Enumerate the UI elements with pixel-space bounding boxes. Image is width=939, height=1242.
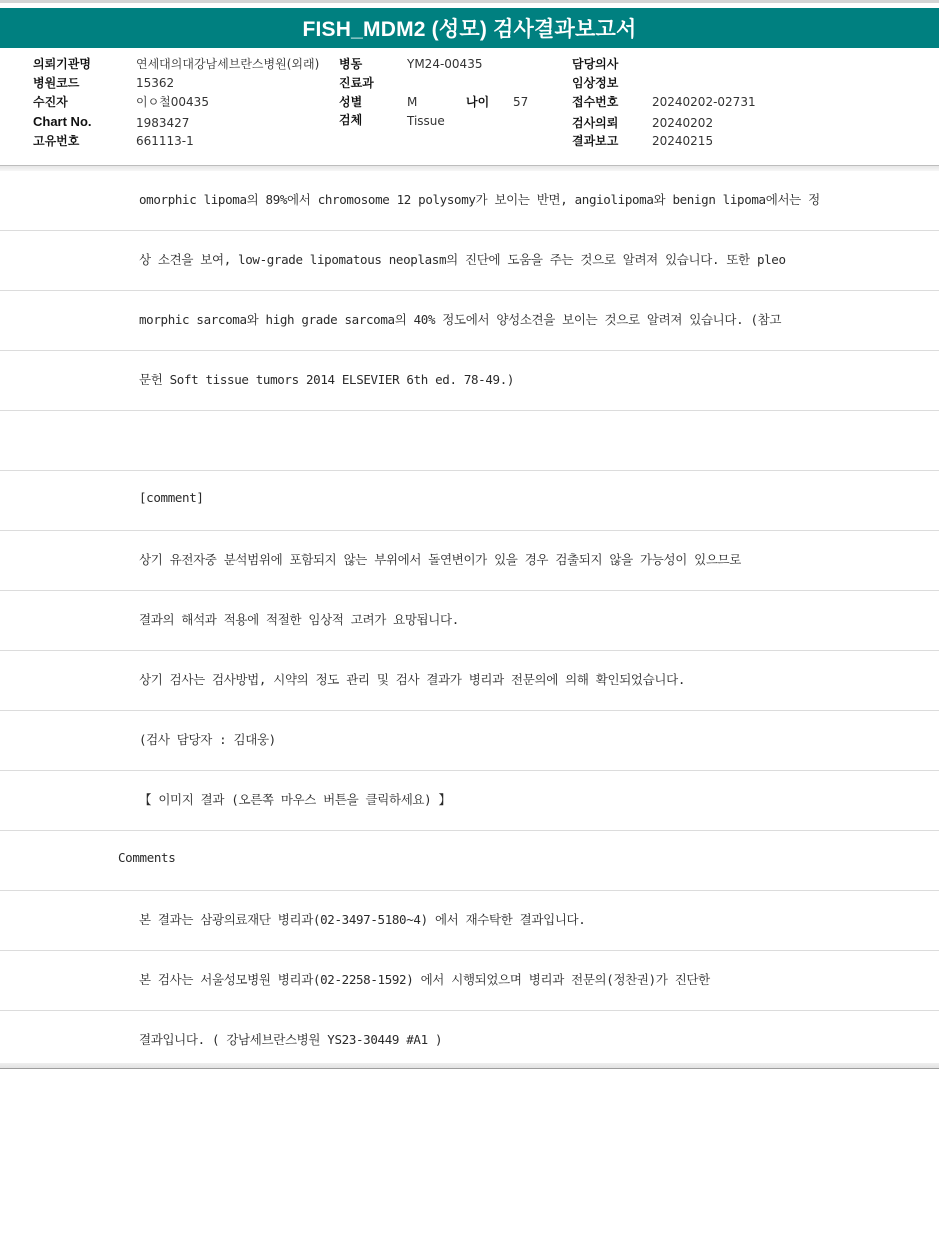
age-value: 57 xyxy=(513,95,529,109)
result-line xyxy=(0,951,939,1011)
result-line-text: 상 소견을 보여, low-grade lipomatous neoplasm의 진단에 도움을 주는 것으로 알려져 있습니다. 또한 pleo xyxy=(139,252,786,267)
institution-value: 연세대의대강남세브란스병원(외래) xyxy=(136,57,320,71)
result-line xyxy=(0,231,939,291)
unique-no-label: 고유번호 xyxy=(33,134,80,148)
result-line xyxy=(0,471,939,531)
result-line xyxy=(0,771,939,831)
age-label: 나이 xyxy=(466,95,490,109)
chart-no-label: Chart No. xyxy=(33,114,92,129)
report-title-bar xyxy=(0,8,939,48)
department-label: 진료과 xyxy=(339,76,374,90)
result-line-text: 결과입니다. ( 강남세브란스병원 YS23-30449 #A1 ) xyxy=(139,1032,443,1047)
patient-info-header xyxy=(0,48,939,166)
doctor-label: 담당의사 xyxy=(572,57,619,71)
result-line xyxy=(0,1011,939,1070)
result-line-text: (검사 담당자 : 김대웅) xyxy=(139,732,276,747)
clinical-info-label: 임상정보 xyxy=(572,76,619,90)
report-date-value: 20240215 xyxy=(652,134,714,148)
footer-border xyxy=(0,1068,939,1069)
ward-label: 병동 xyxy=(339,57,363,71)
result-line-text: omorphic lipoma의 89%에서 chromosome 12 polysomy가 보이는 반면, angiolipoma와 benign lipoma에서는 정 xyxy=(139,192,820,207)
result-line xyxy=(0,711,939,771)
result-line xyxy=(0,891,939,951)
blank-line xyxy=(0,411,939,471)
result-line xyxy=(0,171,939,231)
report-title: FISH_MDM2 (성모) 검사결과보고서 xyxy=(302,18,637,41)
result-line-text: 결과의 해석과 적용에 적절한 임상적 고려가 요망됩니다. xyxy=(139,612,459,627)
result-line-text: 본 결과는 삼광의료재단 병리과(02-3497-5180~4) 에서 재수탁한 결과입니다. xyxy=(139,912,586,927)
result-line xyxy=(0,591,939,651)
result-line-text: 상기 검사는 검사방법, 시약의 정도 관리 및 검사 결과가 병리과 전문의에 의해 확인되었습니다. xyxy=(139,672,686,687)
result-line xyxy=(0,831,939,891)
ward-value: YM24-00435 xyxy=(407,57,483,71)
chart-no-value: 1983427 xyxy=(136,116,190,130)
institution-label: 의뢰기관명 xyxy=(33,57,91,71)
sex-label: 성별 xyxy=(339,95,363,109)
sex-value: M xyxy=(407,95,418,109)
hospital-code-value: 15362 xyxy=(136,76,175,90)
result-line xyxy=(0,351,939,411)
comment-heading: [comment] xyxy=(139,490,204,505)
result-line-text: morphic sarcoma와 high grade sarcoma의 40% 정도에서 양성소견을 보이는 것으로 알려져 있습니다. (참고 xyxy=(139,312,782,327)
result-line xyxy=(0,651,939,711)
top-border xyxy=(0,0,939,3)
report-date-label: 결과보고 xyxy=(572,134,619,148)
receipt-no-label: 접수번호 xyxy=(572,95,619,109)
specimen-value: Tissue xyxy=(407,114,445,128)
result-line-text: 상기 유전자중 분석범위에 포함되지 않는 부위에서 돌연변이가 있을 경우 검출되지 않을 가능성이 있으므로 xyxy=(139,552,742,567)
receipt-no-value: 20240202-02731 xyxy=(652,95,756,109)
request-date-label: 검사의뢰 xyxy=(572,116,619,130)
result-line-text: 문헌 Soft tissue tumors 2014 ELSEVIER 6th ed. 78-49.) xyxy=(139,372,515,387)
result-line-text: 본 검사는 서울성모병원 병리과(02-2258-1592) 에서 시행되었으며 병리과 전문의(정찬권)가 진단한 xyxy=(139,972,710,987)
image-result-notice: 【 이미지 결과 (오른쪽 마우스 버튼을 클릭하세요) 】 xyxy=(139,792,451,807)
request-date-value: 20240202 xyxy=(652,116,714,130)
result-line xyxy=(0,291,939,351)
unique-no-value: 661113-1 xyxy=(136,134,194,148)
hospital-code-label: 병원코드 xyxy=(33,76,80,90)
result-line xyxy=(0,531,939,591)
specimen-label: 검체 xyxy=(339,113,363,127)
comments-heading: Comments xyxy=(118,850,176,865)
result-content xyxy=(0,171,939,1070)
patient-value: 이ㅇ철00435 xyxy=(136,95,209,109)
patient-label: 수진자 xyxy=(33,95,68,109)
